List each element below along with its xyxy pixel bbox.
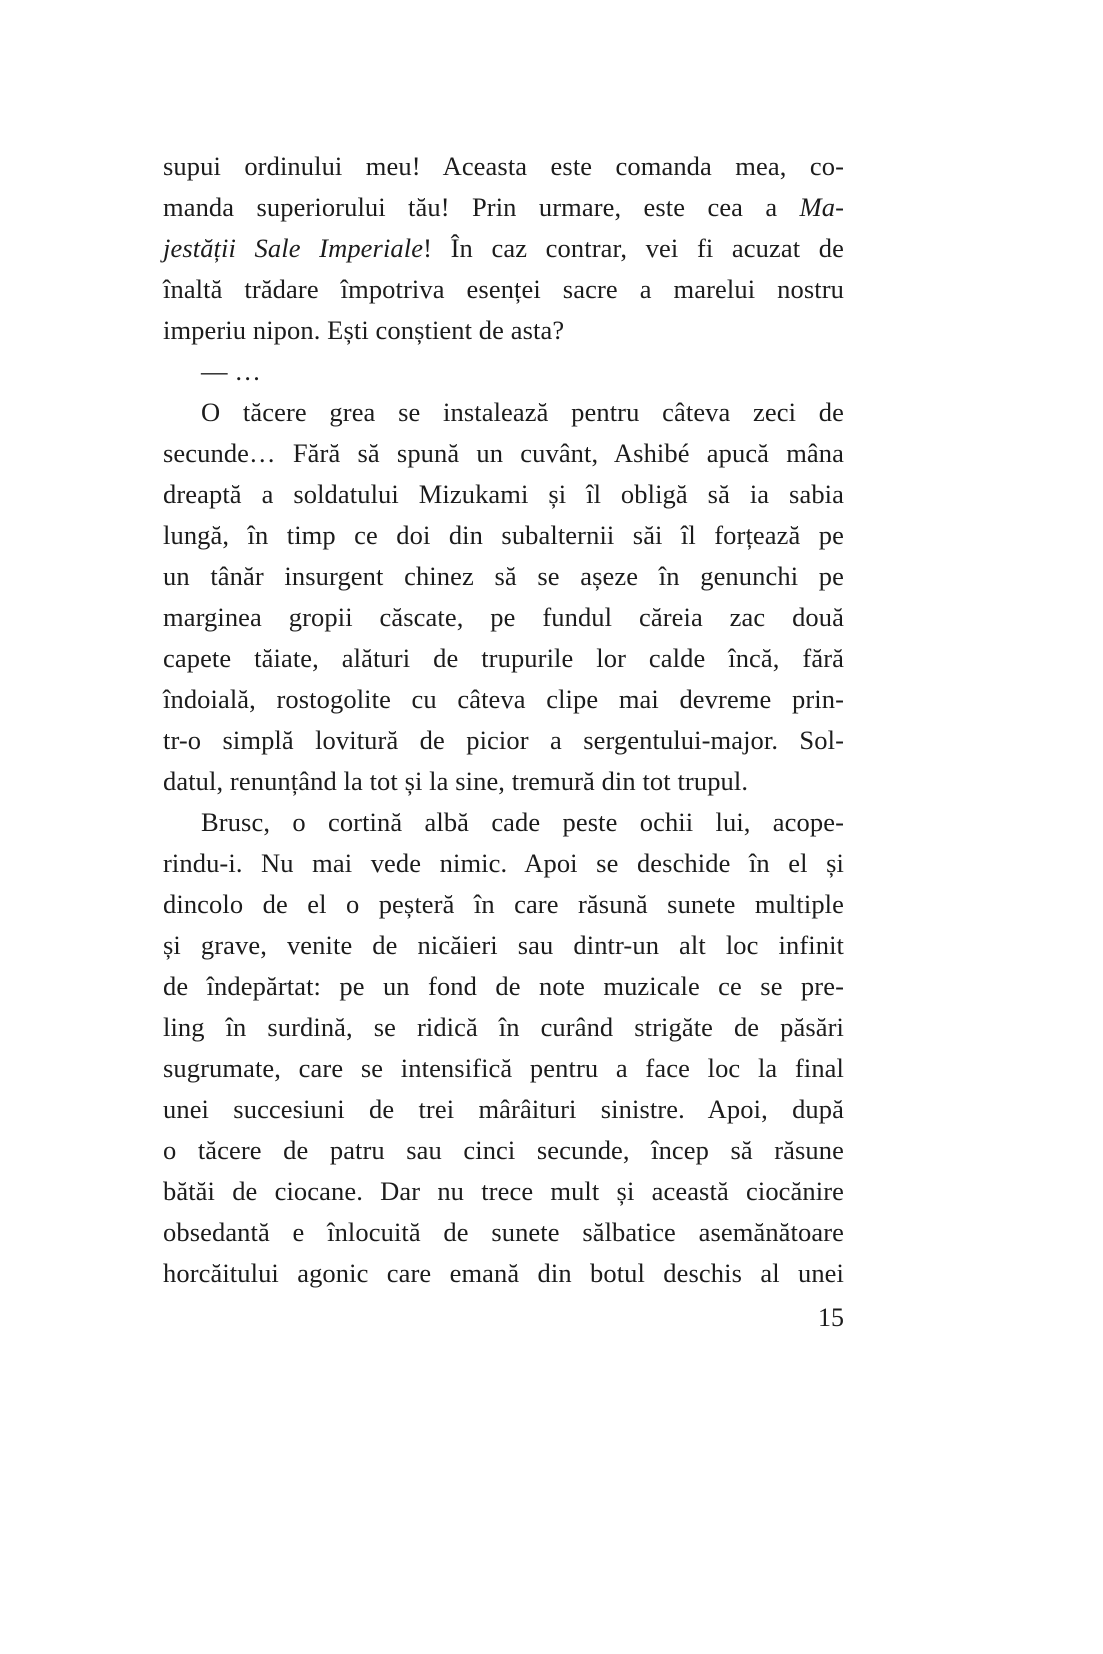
text-line [163,146,844,187]
text-segment: horcăitului agonic care emană din botul deschis al unei [163,1258,844,1288]
text-segment: — … [201,356,261,386]
text-segment: sugrumate, care se intensifică pentru a face loc la final [163,1053,844,1083]
text-line [163,925,844,966]
text-line [163,802,844,843]
text-segment: lungă, în timp ce doi din subalternii săi îl forțează pe [163,520,844,550]
text-line [163,884,844,925]
text-segment: și grave, venite de nicăieri sau dintr-un alt loc infinit [163,930,844,960]
text-segment: supui ordinului meu! Aceasta este comanda mea, co- [163,151,844,181]
italic-text-segment: Ma- [799,192,844,222]
text-line [163,1212,844,1253]
text-segment: ! În caz contrar, vei fi acuzat de [423,233,845,263]
text-line [163,187,844,228]
text-segment: datul, renunțând la tot și la sine, tremură din tot trupul. [163,766,749,796]
paragraph [163,392,844,802]
text-segment: rindu-i. Nu mai vede nimic. Apoi se deschide în el și [163,848,844,878]
text-line [163,638,844,679]
text-line [163,474,844,515]
text-segment: ling în surdină, se ridică în curând strigăte de păsări [163,1012,844,1042]
text-segment: imperiu nipon. Ești conștient de asta? [163,315,565,345]
text-segment: un tânăr insurgent chinez să se așeze în genunchi pe [163,561,844,591]
paragraph [163,802,844,1294]
text-segment: de îndepărtat: pe un fond de note muzicale ce se pre- [163,971,844,1001]
text-segment: O tăcere grea se instalează pentru câteva zeci de [201,397,844,427]
text-segment: Brusc, o cortină albă cade peste ochii lui, acope- [201,807,844,837]
text-line [163,1048,844,1089]
text-line [163,351,844,392]
text-line [163,1089,844,1130]
text-line [163,1007,844,1048]
text-line [163,269,844,310]
text-segment: dincolo de el o peșteră în care răsună sunete multiple [163,889,844,919]
text-segment: capete tăiate, alături de trupurile lor calde încă, fără [163,643,844,673]
paragraph [163,351,844,392]
text-segment: dreaptă a soldatului Mizukami și îl obligă să ia sabia [163,479,844,509]
text-line [163,597,844,638]
text-line [163,433,844,474]
text-segment: înaltă trădare împotriva esenței sacre a marelui nostru [163,274,844,304]
text-segment: manda superiorului tău! Prin urmare, este cea a [163,192,800,222]
text-line [163,310,844,351]
text-segment: o tăcere de patru sau cinci secunde, încep să răsune [163,1135,844,1165]
text-segment: obsedantă e înlocuită de sunete sălbatice asemănătoare [163,1217,844,1247]
text-segment: îndoială, rostogolite cu câteva clipe mai devreme prin- [163,684,844,714]
text-segment: marginea gropii căscate, pe fundul căreia zac două [163,602,844,632]
text-segment: secunde… Fără să spună un cuvânt, Ashibé apucă mâna [163,438,844,468]
text-line [163,761,844,802]
text-line [163,1171,844,1212]
text-line [163,1253,844,1294]
text-line [163,679,844,720]
text-line [163,392,844,433]
text-line [163,720,844,761]
text-segment: bătăi de ciocane. Dar nu trece mult și această ciocănire [163,1176,844,1206]
text-segment: unei succesiuni de trei mârâituri sinistre. Apoi, după [163,1094,844,1124]
italic-text-segment: jestății Sale Imperiale [163,233,424,263]
text-segment: tr-o simplă lovitură de picior a sergentului-major. Sol- [163,725,844,755]
text-line [163,843,844,884]
text-line [163,1130,844,1171]
text-block [163,146,844,1294]
paragraph [163,146,844,351]
text-line [163,556,844,597]
page-number: 15 [818,1303,844,1332]
text-line [163,515,844,556]
text-line [163,228,844,269]
text-line [163,966,844,1007]
